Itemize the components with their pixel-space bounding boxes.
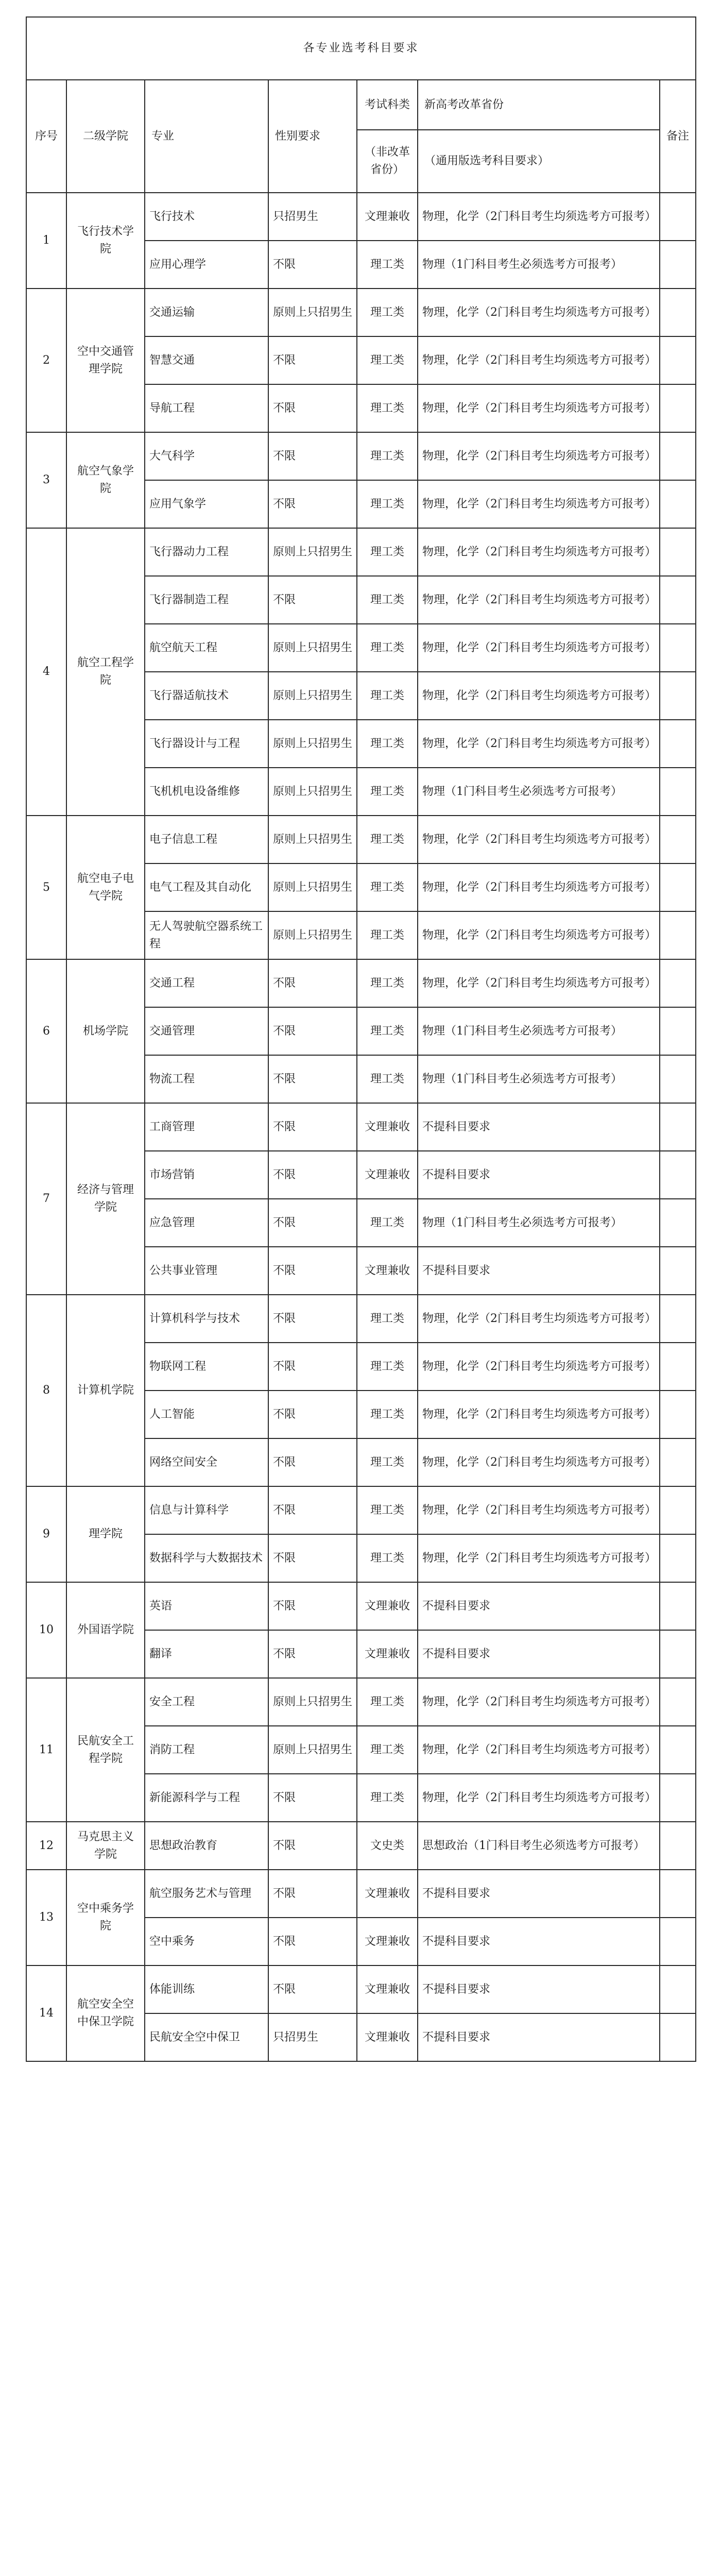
major-name: 计算机科学与技术 — [145, 1295, 268, 1343]
row-number: 12 — [26, 1822, 66, 1870]
gender-requirement: 不限 — [268, 1103, 357, 1151]
gender-requirement: 不限 — [268, 1438, 357, 1486]
note-cell — [660, 2013, 696, 2061]
subject-requirement: 物理，化学（2门科目考生均须选考方可报考） — [418, 480, 660, 528]
major-name: 数据科学与大数据技术 — [145, 1534, 268, 1582]
subject-requirement: 物理（1门科目考生必须选考方可报考） — [418, 1007, 660, 1055]
subject-requirement: 物理，化学（2门科目考生均须选考方可报考） — [418, 624, 660, 672]
note-cell — [660, 1438, 696, 1486]
row-number: 9 — [26, 1486, 66, 1582]
exam-category: 理工类 — [357, 480, 418, 528]
subject-requirement: 物理（1门科目考生必须选考方可报考） — [418, 768, 660, 816]
exam-category: 理工类 — [357, 289, 418, 336]
major-name: 飞行器适航技术 — [145, 672, 268, 720]
college-name: 理学院 — [66, 1486, 145, 1582]
subject-requirement: 物理，化学（2门科目考生均须选考方可报考） — [418, 816, 660, 863]
subject-requirement: 物理，化学（2门科目考生均须选考方可报考） — [418, 672, 660, 720]
major-name: 空中乘务 — [145, 1918, 268, 1965]
table-row — [26, 193, 696, 241]
gender-requirement: 原则上只招男生 — [268, 911, 357, 959]
exam-category: 文理兼收 — [357, 1870, 418, 1918]
college-name: 马克思主义学院 — [66, 1822, 145, 1870]
header-gender: 性别要求 — [268, 80, 357, 193]
exam-category: 文理兼收 — [357, 193, 418, 241]
major-name: 公共事业管理 — [145, 1247, 268, 1295]
exam-category: 理工类 — [357, 528, 418, 576]
college-name: 机场学院 — [66, 959, 145, 1103]
header-exam-type: 考试科类 — [357, 80, 418, 130]
subject-requirement: 物理，化学（2门科目考生均须选考方可报考） — [418, 959, 660, 1007]
note-cell — [660, 1965, 696, 2013]
major-name: 安全工程 — [145, 1678, 268, 1726]
gender-requirement: 不限 — [268, 1486, 357, 1534]
exam-category: 理工类 — [357, 1486, 418, 1534]
table-row — [26, 289, 696, 336]
college-name: 航空工程学院 — [66, 528, 145, 816]
college-name: 民航安全工程学院 — [66, 1678, 145, 1822]
note-cell — [660, 1870, 696, 1918]
subject-requirement: 物理，化学（2门科目考生均须选考方可报考） — [418, 1438, 660, 1486]
header-no: 序号 — [26, 80, 66, 193]
note-cell — [660, 1630, 696, 1678]
major-name: 消防工程 — [145, 1726, 268, 1774]
note-cell — [660, 193, 696, 241]
gender-requirement: 不限 — [268, 384, 357, 432]
row-number: 2 — [26, 289, 66, 432]
gender-requirement: 原则上只招男生 — [268, 816, 357, 863]
major-name: 飞行技术 — [145, 193, 268, 241]
subject-requirement: 物理（1门科目考生必须选考方可报考） — [418, 241, 660, 289]
note-cell — [660, 528, 696, 576]
exam-category: 理工类 — [357, 624, 418, 672]
gender-requirement: 原则上只招男生 — [268, 624, 357, 672]
header-major: 专业 — [145, 80, 268, 193]
subject-requirement: 物理，化学（2门科目考生均须选考方可报考） — [418, 720, 660, 768]
major-name: 航空航天工程 — [145, 624, 268, 672]
note-cell — [660, 624, 696, 672]
exam-category: 理工类 — [357, 1343, 418, 1391]
table-row — [26, 1295, 696, 1343]
college-name: 空中交通管理学院 — [66, 289, 145, 432]
major-name: 飞行器设计与工程 — [145, 720, 268, 768]
gender-requirement: 不限 — [268, 1582, 357, 1630]
college-name: 空中乘务学院 — [66, 1870, 145, 1965]
exam-category: 理工类 — [357, 241, 418, 289]
note-cell — [660, 911, 696, 959]
subject-requirement: 不提科目要求 — [418, 1582, 660, 1630]
exam-category: 理工类 — [357, 1391, 418, 1438]
note-cell — [660, 1055, 696, 1103]
subject-requirement: 物理，化学（2门科目考生均须选考方可报考） — [418, 1774, 660, 1822]
gender-requirement: 不限 — [268, 1247, 357, 1295]
row-number: 10 — [26, 1582, 66, 1678]
note-cell — [660, 1391, 696, 1438]
exam-category: 理工类 — [357, 1295, 418, 1343]
gender-requirement: 不限 — [268, 1918, 357, 1965]
subject-requirement: 物理，化学（2门科目考生均须选考方可报考） — [418, 1678, 660, 1726]
exam-category: 理工类 — [357, 1726, 418, 1774]
gender-requirement: 不限 — [268, 480, 357, 528]
gender-requirement: 原则上只招男生 — [268, 768, 357, 816]
subject-requirement: 物理，化学（2门科目考生均须选考方可报考） — [418, 1343, 660, 1391]
table-row — [26, 528, 696, 576]
major-name: 物流工程 — [145, 1055, 268, 1103]
major-name: 电气工程及其自动化 — [145, 863, 268, 911]
gender-requirement: 不限 — [268, 1343, 357, 1391]
major-name: 飞机机电设备维修 — [145, 768, 268, 816]
major-name: 电子信息工程 — [145, 816, 268, 863]
gender-requirement: 只招男生 — [268, 2013, 357, 2061]
note-cell — [660, 816, 696, 863]
major-name: 应急管理 — [145, 1199, 268, 1247]
exam-category: 理工类 — [357, 1438, 418, 1486]
subject-requirement: 不提科目要求 — [418, 1103, 660, 1151]
note-cell — [660, 1774, 696, 1822]
subject-requirement: 物理，化学（2门科目考生均须选考方可报考） — [418, 336, 660, 384]
exam-category: 理工类 — [357, 863, 418, 911]
note-cell — [660, 1918, 696, 1965]
gender-requirement: 不限 — [268, 1965, 357, 2013]
subject-requirement: 物理，化学（2门科目考生均须选考方可报考） — [418, 1295, 660, 1343]
note-cell — [660, 336, 696, 384]
exam-category: 文史类 — [357, 1822, 418, 1870]
exam-category: 理工类 — [357, 384, 418, 432]
header-reform: 新高考改革省份 — [418, 80, 660, 130]
subject-requirement: 物理（1门科目考生必须选考方可报考） — [418, 1199, 660, 1247]
gender-requirement: 不限 — [268, 336, 357, 384]
major-name: 市场营销 — [145, 1151, 268, 1199]
row-number: 14 — [26, 1965, 66, 2061]
table-row — [26, 1103, 696, 1151]
table-row — [26, 1678, 696, 1726]
row-number: 3 — [26, 432, 66, 528]
exam-category: 理工类 — [357, 336, 418, 384]
table-row — [26, 1486, 696, 1534]
note-cell — [660, 480, 696, 528]
college-name: 航空安全空中保卫学院 — [66, 1965, 145, 2061]
exam-category: 理工类 — [357, 1007, 418, 1055]
major-name: 信息与计算科学 — [145, 1486, 268, 1534]
header-college: 二级学院 — [66, 80, 145, 193]
major-name: 网络空间安全 — [145, 1438, 268, 1486]
subject-requirement: 不提科目要求 — [418, 1151, 660, 1199]
exam-category: 理工类 — [357, 1199, 418, 1247]
exam-category: 理工类 — [357, 768, 418, 816]
gender-requirement: 不限 — [268, 1295, 357, 1343]
note-cell — [660, 720, 696, 768]
gender-requirement: 不限 — [268, 1534, 357, 1582]
row-number: 5 — [26, 816, 66, 959]
note-cell — [660, 1151, 696, 1199]
exam-category: 文理兼收 — [357, 1151, 418, 1199]
note-cell — [660, 768, 696, 816]
gender-requirement: 不限 — [268, 1199, 357, 1247]
gender-requirement: 原则上只招男生 — [268, 863, 357, 911]
major-name: 导航工程 — [145, 384, 268, 432]
subject-requirement: 物理，化学（2门科目考生均须选考方可报考） — [418, 289, 660, 336]
note-cell — [660, 241, 696, 289]
note-cell — [660, 1247, 696, 1295]
row-number: 13 — [26, 1870, 66, 1965]
note-cell — [660, 959, 696, 1007]
college-name: 航空电子电气学院 — [66, 816, 145, 959]
note-cell — [660, 1343, 696, 1391]
gender-requirement: 不限 — [268, 1151, 357, 1199]
subject-requirement: 思想政治（1门科目考生必须选考方可报考） — [418, 1822, 660, 1870]
gender-requirement: 不限 — [268, 1055, 357, 1103]
subject-requirement: 物理，化学（2门科目考生均须选考方可报考） — [418, 528, 660, 576]
header-note: 备注 — [660, 80, 696, 193]
exam-category: 理工类 — [357, 432, 418, 480]
subject-requirement: 物理，化学（2门科目考生均须选考方可报考） — [418, 432, 660, 480]
exam-category: 理工类 — [357, 576, 418, 624]
exam-category: 文理兼收 — [357, 1630, 418, 1678]
table-row — [26, 432, 696, 480]
gender-requirement: 不限 — [268, 1630, 357, 1678]
exam-category: 文理兼收 — [357, 1247, 418, 1295]
gender-requirement: 原则上只招男生 — [268, 720, 357, 768]
subject-requirement: 物理，化学（2门科目考生均须选考方可报考） — [418, 384, 660, 432]
gender-requirement: 原则上只招男生 — [268, 672, 357, 720]
gender-requirement: 不限 — [268, 241, 357, 289]
exam-category: 文理兼收 — [357, 1582, 418, 1630]
college-name: 计算机学院 — [66, 1295, 145, 1486]
exam-category: 理工类 — [357, 672, 418, 720]
note-cell — [660, 432, 696, 480]
major-name: 交通工程 — [145, 959, 268, 1007]
header-reform-sub: （通用版选考科目要求） — [418, 130, 660, 193]
major-name: 人工智能 — [145, 1391, 268, 1438]
major-name: 翻译 — [145, 1630, 268, 1678]
major-name: 无人驾驶航空器系统工程 — [145, 911, 268, 959]
gender-requirement: 只招男生 — [268, 193, 357, 241]
note-cell — [660, 1726, 696, 1774]
gender-requirement: 不限 — [268, 1822, 357, 1870]
note-cell — [660, 1534, 696, 1582]
gender-requirement: 原则上只招男生 — [268, 528, 357, 576]
subject-requirement: 物理，化学（2门科目考生均须选考方可报考） — [418, 911, 660, 959]
major-name: 新能源科学与工程 — [145, 1774, 268, 1822]
gender-requirement: 不限 — [268, 576, 357, 624]
major-name: 大气科学 — [145, 432, 268, 480]
exam-category: 文理兼收 — [357, 1965, 418, 2013]
subject-requirement: 物理，化学（2门科目考生均须选考方可报考） — [418, 1726, 660, 1774]
gender-requirement: 不限 — [268, 1870, 357, 1918]
gender-requirement: 不限 — [268, 1774, 357, 1822]
college-name: 飞行技术学院 — [66, 193, 145, 289]
major-name: 智慧交通 — [145, 336, 268, 384]
subject-requirement: 物理，化学（2门科目考生均须选考方可报考） — [418, 576, 660, 624]
major-name: 民航安全空中保卫 — [145, 2013, 268, 2061]
gender-requirement: 原则上只招男生 — [268, 289, 357, 336]
table-row — [26, 816, 696, 863]
subject-requirement: 不提科目要求 — [418, 1965, 660, 2013]
note-cell — [660, 1103, 696, 1151]
note-cell — [660, 576, 696, 624]
table-row — [26, 959, 696, 1007]
exam-category: 理工类 — [357, 816, 418, 863]
exam-category: 理工类 — [357, 1534, 418, 1582]
exam-category: 理工类 — [357, 1774, 418, 1822]
note-cell — [660, 1678, 696, 1726]
subject-requirement: 物理，化学（2门科目考生均须选考方可报考） — [418, 1486, 660, 1534]
subject-requirement: 物理，化学（2门科目考生均须选考方可报考） — [418, 1534, 660, 1582]
subject-requirement: 不提科目要求 — [418, 1630, 660, 1678]
exam-category: 文理兼收 — [357, 1103, 418, 1151]
exam-category: 理工类 — [357, 720, 418, 768]
header-non-reform: （非改革省份） — [357, 130, 418, 193]
exam-category: 理工类 — [357, 911, 418, 959]
subject-requirement: 物理，化学（2门科目考生均须选考方可报考） — [418, 193, 660, 241]
major-name: 飞行器动力工程 — [145, 528, 268, 576]
major-name: 物联网工程 — [145, 1343, 268, 1391]
major-name: 交通管理 — [145, 1007, 268, 1055]
gender-requirement: 原则上只招男生 — [268, 1678, 357, 1726]
exam-category: 文理兼收 — [357, 2013, 418, 2061]
gender-requirement: 不限 — [268, 959, 357, 1007]
subject-requirement: 不提科目要求 — [418, 1870, 660, 1918]
exam-category: 理工类 — [357, 1678, 418, 1726]
major-name: 交通运输 — [145, 289, 268, 336]
note-cell — [660, 289, 696, 336]
major-name: 体能训练 — [145, 1965, 268, 2013]
college-name: 外国语学院 — [66, 1582, 145, 1678]
note-cell — [660, 1295, 696, 1343]
subject-requirement: 物理，化学（2门科目考生均须选考方可报考） — [418, 1391, 660, 1438]
major-name: 飞行器制造工程 — [145, 576, 268, 624]
row-number: 11 — [26, 1678, 66, 1822]
exam-category: 理工类 — [357, 959, 418, 1007]
note-cell — [660, 384, 696, 432]
note-cell — [660, 863, 696, 911]
row-number: 4 — [26, 528, 66, 816]
note-cell — [660, 1822, 696, 1870]
exam-category: 理工类 — [357, 1055, 418, 1103]
college-name: 航空气象学院 — [66, 432, 145, 528]
subject-requirement: 物理，化学（2门科目考生均须选考方可报考） — [418, 863, 660, 911]
table-row — [26, 1582, 696, 1630]
major-name: 工商管理 — [145, 1103, 268, 1151]
subject-requirement: 不提科目要求 — [418, 1247, 660, 1295]
note-cell — [660, 1007, 696, 1055]
major-name: 应用心理学 — [145, 241, 268, 289]
exam-category: 文理兼收 — [357, 1918, 418, 1965]
gender-requirement: 不限 — [268, 1391, 357, 1438]
major-name: 英语 — [145, 1582, 268, 1630]
note-cell — [660, 1582, 696, 1630]
row-number: 7 — [26, 1103, 66, 1295]
note-cell — [660, 1486, 696, 1534]
gender-requirement: 原则上只招男生 — [268, 1726, 357, 1774]
college-name: 经济与管理学院 — [66, 1103, 145, 1295]
subject-requirement: 不提科目要求 — [418, 1918, 660, 1965]
subject-requirements-table — [26, 16, 696, 2062]
note-cell — [660, 1199, 696, 1247]
table-row — [26, 1870, 696, 1918]
gender-requirement: 不限 — [268, 1007, 357, 1055]
subject-requirement: 物理（1门科目考生必须选考方可报考） — [418, 1055, 660, 1103]
subject-requirement: 不提科目要求 — [418, 2013, 660, 2061]
row-number: 8 — [26, 1295, 66, 1486]
page-title: 各专业选考科目要求 — [26, 17, 696, 80]
major-name: 思想政治教育 — [145, 1822, 268, 1870]
major-name: 航空服务艺术与管理 — [145, 1870, 268, 1918]
table-row — [26, 1965, 696, 2013]
row-number: 1 — [26, 193, 66, 289]
major-name: 应用气象学 — [145, 480, 268, 528]
table-row — [26, 1822, 696, 1870]
note-cell — [660, 672, 696, 720]
gender-requirement: 不限 — [268, 432, 357, 480]
row-number: 6 — [26, 959, 66, 1103]
